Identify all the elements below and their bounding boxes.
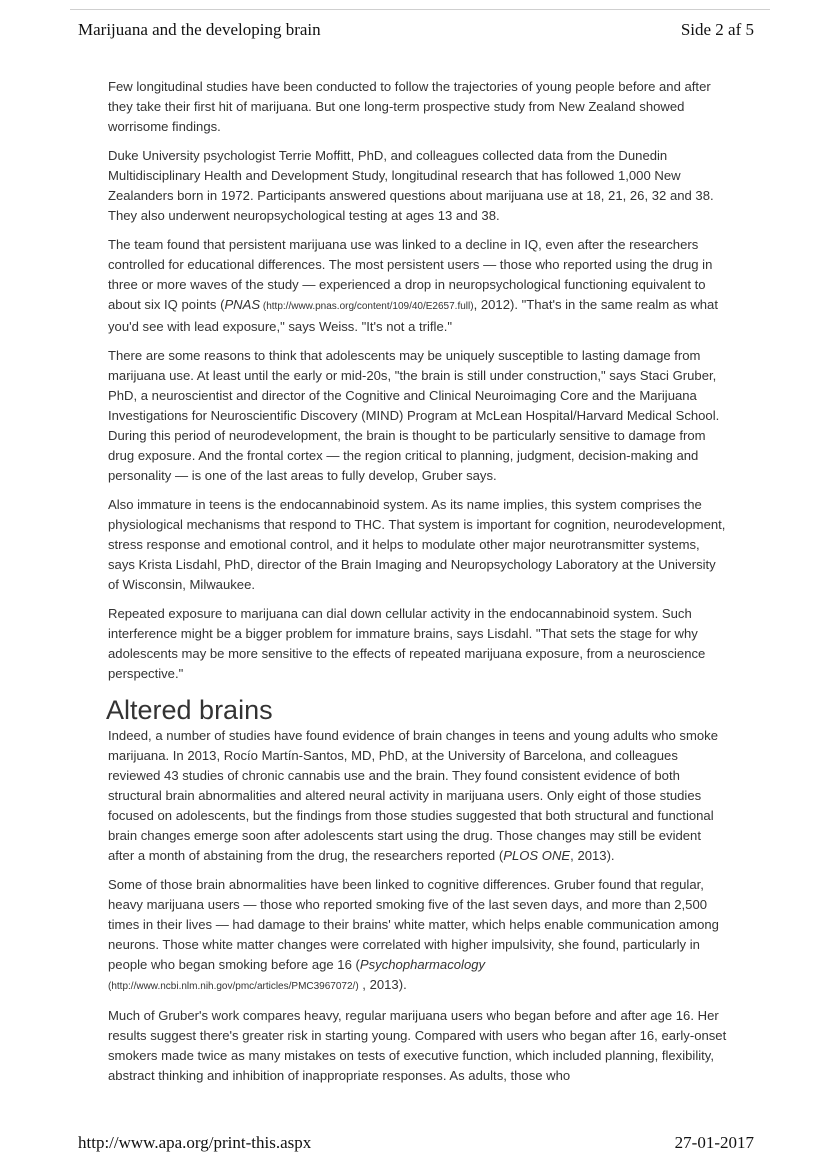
- page-footer: [78, 1133, 754, 1153]
- footer-date: 27-01-2017: [674, 1133, 754, 1152]
- pnas-link[interactable]: (http://www.pnas.org/content/109/40/E2657.full): [260, 301, 474, 312]
- paragraph-endocannabinoid: Also immature in teens is the endocannabinoid system. As its name implies, this system comprises the physiological mechanisms that respond to THC. That system is important for cognition, neurodevelopment, stress response and emotional control, and it helps to modulate other major neurotransmitter systems, says Krista Lisdahl, PhD, director of the Brain Imaging and Neuropsychology Laboratory at the University of Wisconsin, Milwaukee.: [108, 497, 726, 592]
- paragraph-white-matter: [108, 875, 728, 997]
- journal-plos-one: PLOS ONE: [503, 848, 571, 863]
- ncbi-link[interactable]: (http://www.ncbi.nlm.nih.gov/pmc/articles/PMC3967072/): [108, 981, 359, 992]
- footer-url[interactable]: http://www.apa.org/print-this.aspx: [78, 1133, 312, 1152]
- document-title: Marijuana and the developing brain: [78, 20, 321, 39]
- journal-pnas: PNAS: [224, 297, 261, 312]
- white-matter-text: Some of those brain abnormalities have been linked to cognitive differences. Gruber found that regular, heavy marijuana users — those who reported smoking five of the last seven days, and more than 2,500 times in their lives — had damage to their brains' white matter, which helps enable communication among neurons. Those white matter changes were correlated with higher impulsivity, she found, particularly in people who began smoking before age 16 (: [108, 877, 719, 972]
- white-matter-text-end: , 2013).: [358, 977, 407, 992]
- paragraph-iq-decline: [108, 235, 728, 337]
- page-header: [78, 20, 754, 40]
- paragraph-repeated-exposure: Repeated exposure to marijuana can dial down cellular activity in the endocannabinoid system. Such interference might be a bigger problem for immature brains, says Lisdahl. "That sets the stage for why adolescents may be more sensitive to the effects of repeated marijuana exposure, from a neuroscience perspective.": [108, 606, 706, 681]
- paragraph-dunedin-study: Duke University psychologist Terrie Moffitt, PhD, and colleagues collected data from the Dunedin Multidisciplinary Health and Development Study, longitudinal research that has followed 1,000 New Zealanders born in 1972. Participants answered questions about marijuana use at 18, 21, 26, 32 and 38. They also underwent neuropsychological testing at ages 13 and 38.: [108, 148, 714, 223]
- journal-psychopharmacology: Psychopharmacology: [359, 957, 486, 972]
- paragraph-intro: Few longitudinal studies have been conducted to follow the trajectories of young people before and after they take their first hit of marijuana. But one long-term prospective study from New Zealand showed worrisome findings.: [108, 79, 711, 134]
- section-heading: Altered brains: [106, 695, 273, 725]
- brain-changes-text-end: , 2013).: [570, 848, 615, 863]
- paragraph-adolescent-susceptibility: There are some reasons to think that adolescents may be uniquely susceptible to lasting damage from marijuana use. At least until the early or mid-20s, "the brain is still under construction," says Staci Gruber, PhD, a neuroscientist and director of the Cognitive and Clinical Neuroimaging Core and the Marijuana Investigations for Neuroscientific Discovery (MIND) Program at McLean Hospital/Harvard Medical School. During this period of neurodevelopment, the brain is thought to be particularly sensitive to damage from drug exposure. And the frontal cortex — the region critical to planning, judgment, decision-making and personality — is one of the last areas to fully develop, Gruber says.: [108, 348, 720, 483]
- paragraph-iq-text: The team found that persistent marijuana use was linked to a decline in IQ, even after the researchers controlled for educational differences. The most persistent users — those who reported using the drug in three or more waves of the study — experienced a drop in neuropsychological functioning equivalent to about six IQ points (: [108, 237, 713, 312]
- paragraph-iq-text-end: , 2012). "That's in the same realm as what you'd see with lead exposure," says Weiss. "It's not a trifle.": [108, 297, 718, 334]
- paragraph-early-onset: Much of Gruber's work compares heavy, regular marijuana users who began before and after age 16. Her results suggest there's greater risk in starting young. Compared with users who began after 16, early-onset smokers made twice as many mistakes on tests of executive function, which included planning, flexibility, abstract thinking and inhibition of inappropriate responses. As adults, those who: [108, 1008, 727, 1083]
- header-rule: [70, 9, 770, 10]
- article-body: [108, 77, 728, 1095]
- paragraph-brain-changes: [108, 726, 728, 866]
- page-number: Side 2 af 5: [680, 20, 754, 39]
- brain-changes-text: Indeed, a number of studies have found evidence of brain changes in teens and young adults who smoke marijuana. In 2013, Rocío Martín-Santos, MD, PhD, at the University of Barcelona, and colleagues reviewed 43 studies of chronic cannabis use and the brain. They found consistent evidence of both structural brain abnormalities and altered neural activity in marijuana users. Only eight of those studies focused on adolescents, but the findings from those studies suggested that both structural and functional brain changes emerge soon after adolescents start using the drug. Those changes may still be evident after a month of abstaining from the drug, the researchers reported (: [108, 728, 718, 863]
